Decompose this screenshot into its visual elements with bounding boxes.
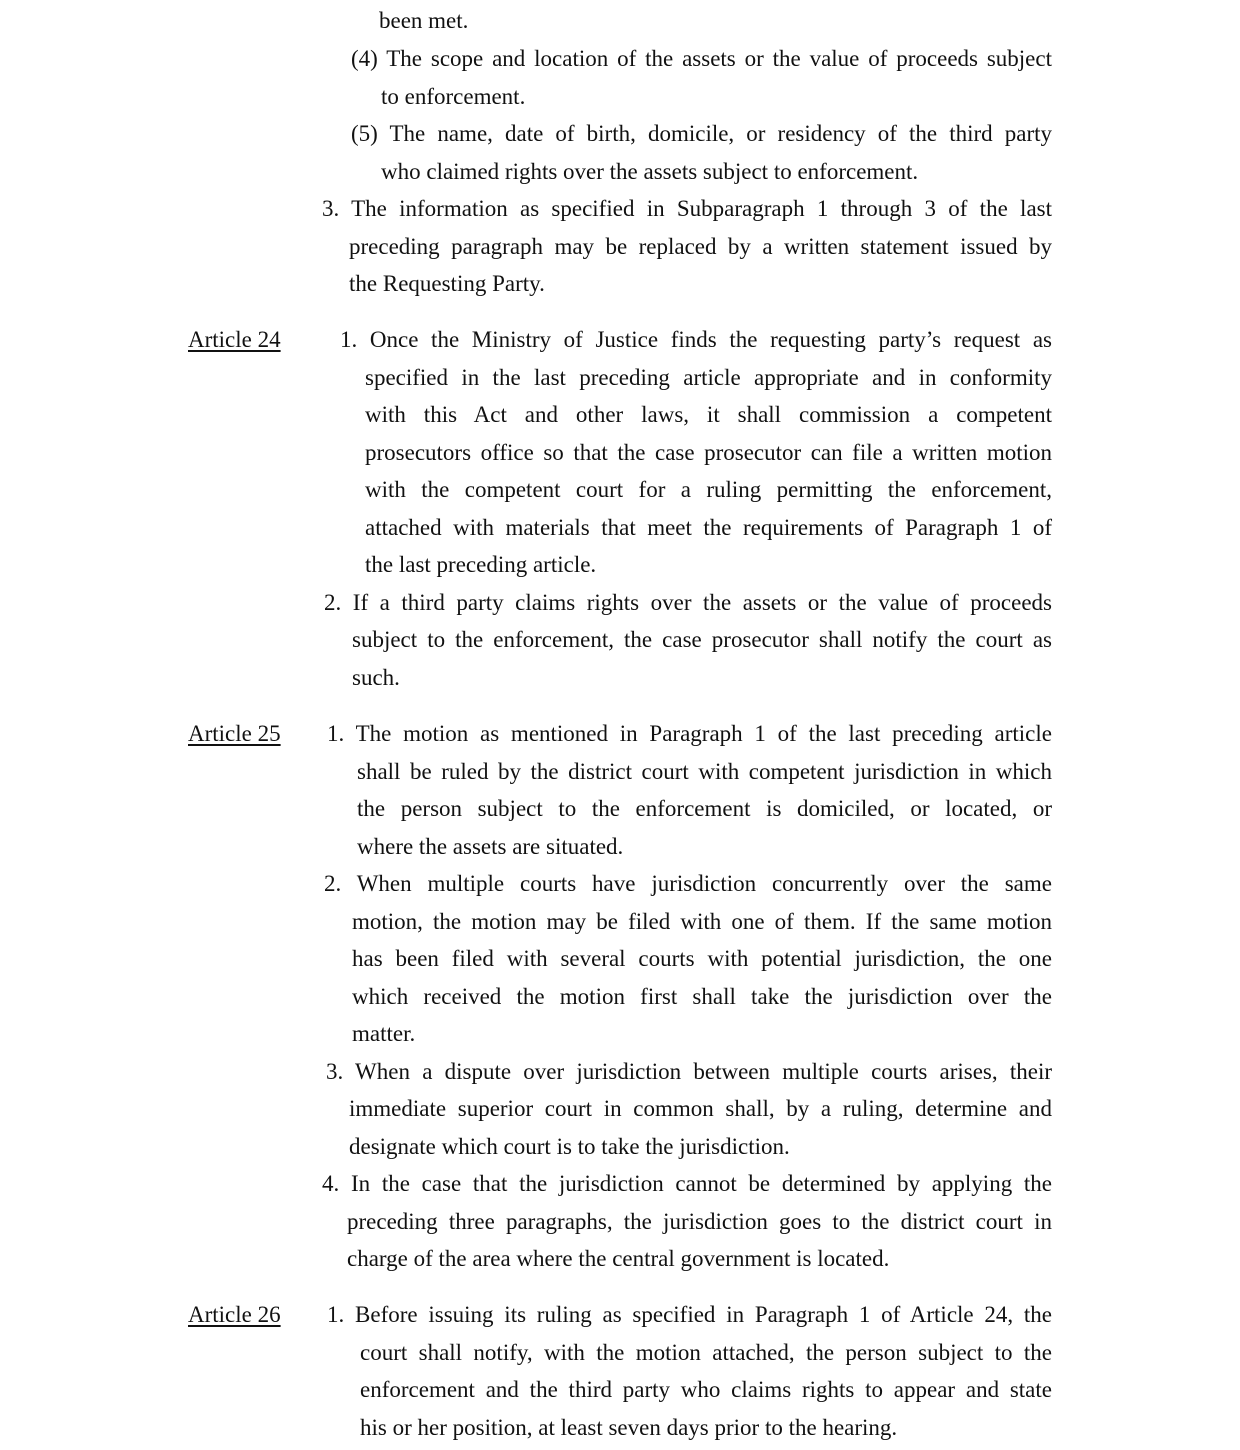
article-26-paragraph-1-line-3: enforcement and the third party who claims rights to appear and state: [360, 1377, 1052, 1402]
article-24-heading: Article 24: [188, 327, 281, 352]
article-25-paragraph-1-line-3: the person subject to the enforcement is domiciled, or located, or: [357, 796, 1052, 821]
article-24-paragraph-1-line-2: specified in the last preceding article appropriate and in conformity: [365, 365, 1052, 390]
article-26-paragraph-1-line-1: 1. Before issuing its ruling as specified in Paragraph 1 of Article 24, the: [327, 1302, 1052, 1327]
article-25-paragraph-1-line-2: shall be ruled by the district court with competent jurisdiction in which: [357, 759, 1052, 784]
article-24-paragraph-1-line-1: 1. Once the Ministry of Justice finds the requesting party’s request as: [340, 327, 1052, 352]
subparagraph-4-line-1: (4) The scope and location of the assets or the value of proceeds subject: [351, 46, 1052, 71]
article-25-paragraph-4-line-3: charge of the area where the central government is located.: [347, 1246, 890, 1271]
article-25-paragraph-1-line-1: 1. The motion as mentioned in Paragraph 1 of the last preceding article: [327, 721, 1052, 746]
continued-text-line: been met.: [379, 8, 469, 33]
article-26-heading: Article 26: [188, 1302, 281, 1327]
subparagraph-4-line-2: to enforcement.: [381, 84, 526, 109]
article-24-paragraph-1-line-7: the last preceding article.: [365, 552, 597, 577]
article-25-paragraph-1-line-4: where the assets are situated.: [357, 834, 624, 859]
article-25-paragraph-2-line-2: motion, the motion may be filed with one of them. If the same motion: [352, 909, 1052, 934]
paragraph-3-line-1: 3. The information as specified in Subparagraph 1 through 3 of the last: [322, 196, 1052, 221]
paragraph-3-line-2: preceding paragraph may be replaced by a written statement issued by: [349, 234, 1052, 259]
article-25-paragraph-4-line-1: 4. In the case that the jurisdiction cannot be determined by applying the: [322, 1171, 1052, 1196]
article-24-paragraph-1-line-4: prosecutors office so that the case prosecutor can file a written motion: [365, 440, 1052, 465]
article-24-paragraph-1-line-6: attached with materials that meet the requirements of Paragraph 1 of: [365, 515, 1052, 540]
article-25-paragraph-2-line-3: has been filed with several courts with potential jurisdiction, the one: [352, 946, 1052, 971]
article-25-heading: Article 25: [188, 721, 281, 746]
article-25-paragraph-3-line-1: 3. When a dispute over jurisdiction between multiple courts arises, their: [326, 1059, 1052, 1084]
article-25-paragraph-4-line-2: preceding three paragraphs, the jurisdiction goes to the district court in: [347, 1209, 1052, 1234]
article-24-paragraph-1-line-5: with the competent court for a ruling permitting the enforcement,: [365, 477, 1052, 502]
article-24-paragraph-2-line-2: subject to the enforcement, the case prosecutor shall notify the court as: [352, 627, 1052, 652]
article-25-paragraph-2-line-5: matter.: [352, 1021, 416, 1046]
article-24-paragraph-2-line-1: 2. If a third party claims rights over the assets or the value of proceeds: [324, 590, 1052, 615]
article-25-paragraph-2-line-4: which received the motion first shall take the jurisdiction over the: [352, 984, 1052, 1009]
article-24-paragraph-1-line-3: with this Act and other laws, it shall commission a competent: [365, 402, 1052, 427]
paragraph-3-line-3: the Requesting Party.: [349, 271, 545, 296]
article-25-paragraph-3-line-3: designate which court is to take the jurisdiction.: [349, 1134, 790, 1159]
article-25-paragraph-3-line-2: immediate superior court in common shall, by a ruling, determine and: [349, 1096, 1052, 1121]
article-26-paragraph-1-line-2: court shall notify, with the motion attached, the person subject to the: [360, 1340, 1052, 1365]
article-25-paragraph-2-line-1: 2. When multiple courts have jurisdiction concurrently over the same: [324, 871, 1052, 896]
subparagraph-5-line-2: who claimed rights over the assets subject to enforcement.: [381, 159, 919, 184]
subparagraph-5-line-1: (5) The name, date of birth, domicile, or residency of the third party: [351, 121, 1052, 146]
article-26-paragraph-1-line-4: his or her position, at least seven days prior to the hearing.: [360, 1415, 898, 1440]
article-24-paragraph-2-line-3: such.: [352, 665, 400, 690]
